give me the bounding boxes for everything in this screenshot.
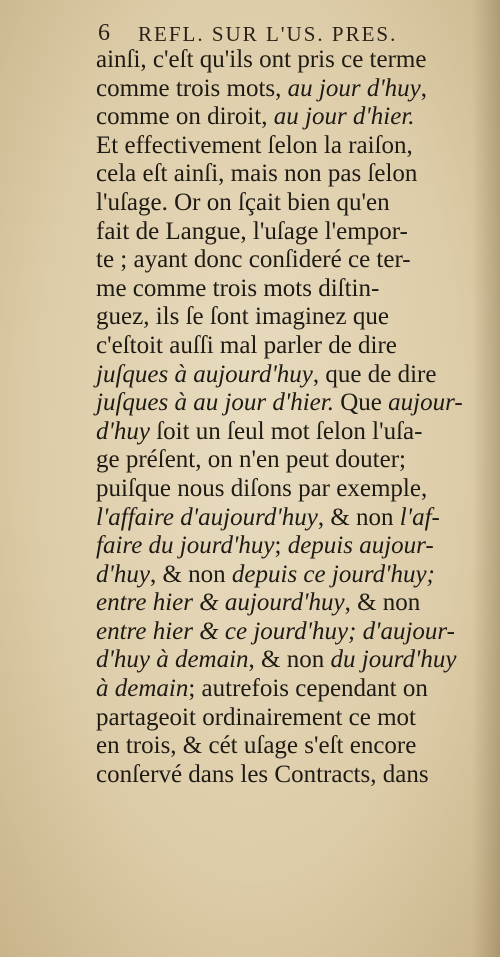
text-line [96,303,474,332]
text-segment: , & non [248,646,331,674]
text-segment: , & non [344,589,421,617]
italic-segment: du jourd'huy [330,646,457,674]
text-line [96,646,474,675]
text-line [96,218,474,247]
text-line [96,675,474,704]
italic-segment: d'huy [96,560,150,588]
italic-segment: faire du jourd'huy [96,532,275,560]
italic-segment: au jour d'huy [287,74,421,102]
text-line [96,704,474,733]
text-line [96,103,474,132]
text-segment: ; autrefois cependant on [188,675,428,703]
italic-segment: juſques à au jour d'hier. [96,389,334,417]
text-segment: en trois, & cét uſage s'eſt encore [96,732,417,760]
italic-segment: entre hier & aujourd'huy [96,589,345,617]
text-segment: fait de Langue, l'uſage l'empor- [96,217,408,245]
italic-segment: depuis ce jourd'huy; [231,560,435,588]
text-segment: partageoit ordinairement ce mot [96,703,417,731]
text-line [96,761,474,790]
text-segment: te ; ayant donc conſideré ce ter- [96,246,411,274]
text-segment: , que de dire [312,360,437,388]
text-segment: , [420,74,428,102]
text-segment: comme trois mots, [96,74,288,102]
text-line [96,46,474,75]
text-segment: cela eſt ainſi, mais non pas ſelon [96,160,418,188]
text-line [96,446,474,475]
italic-segment: au jour d'hier. [273,103,415,131]
text-segment: Et effectivement ſelon la raiſon, [96,131,413,159]
text-segment: , & non [149,560,232,588]
running-head: REFL. SUR L'US. PRES. [138,22,398,46]
italic-segment: juſques à aujourd'huy [96,360,313,388]
text-segment: ſoit un ſeul mot ſelon l'uſa- [149,417,423,445]
text-segment: puiſque nous diſons par exemple, [96,474,428,502]
italic-segment: aujour- [388,389,463,417]
italic-segment: à demain [96,675,189,703]
italic-segment: l'af- [399,503,440,531]
text-segment: , & non [317,503,400,531]
text-segment: ge préſent, on n'en peut douter; [96,446,406,474]
text-line [96,532,474,561]
text-line [96,275,474,304]
text-segment: guez, ils ſe ſont imaginez que [96,303,389,331]
text-segment: me comme trois mots diſtin- [96,274,380,302]
text-line [96,160,474,189]
text-line [96,389,474,418]
text-line [96,132,474,161]
text-segment: Que [334,389,389,417]
text-line [96,361,474,390]
text-line [96,75,474,104]
body-text [96,46,474,789]
page-number: 6 [98,20,110,46]
text-segment: c'eſtoit auſſi mal parler de dire [96,331,397,359]
text-segment: conſervé dans les Contracts, dans [96,760,429,788]
text-segment: ; [274,532,288,560]
text-line [96,561,474,590]
text-line [96,732,474,761]
text-line [96,475,474,504]
text-line [96,618,474,647]
text-segment: ainſi, c'eſt qu'ils ont pris ce terme [96,46,427,73]
page-edge-shadow [472,0,500,957]
text-line [96,418,474,447]
text-line [96,189,474,218]
text-line [96,246,474,275]
text-line [96,589,474,618]
text-segment: comme on diroit, [96,103,274,131]
text-segment: l'uſage. Or on ſçait bien qu'en [96,188,390,216]
text-line [96,504,474,533]
page-header [98,18,460,48]
italic-segment: d'huy à demain [96,646,249,674]
italic-segment: entre hier & ce jourd'huy; d'aujour- [96,617,455,645]
italic-segment: depuis aujour- [287,532,434,560]
text-line [96,332,474,361]
italic-segment: d'huy [96,417,150,445]
italic-segment: l'affaire d'aujourd'huy [96,503,318,531]
